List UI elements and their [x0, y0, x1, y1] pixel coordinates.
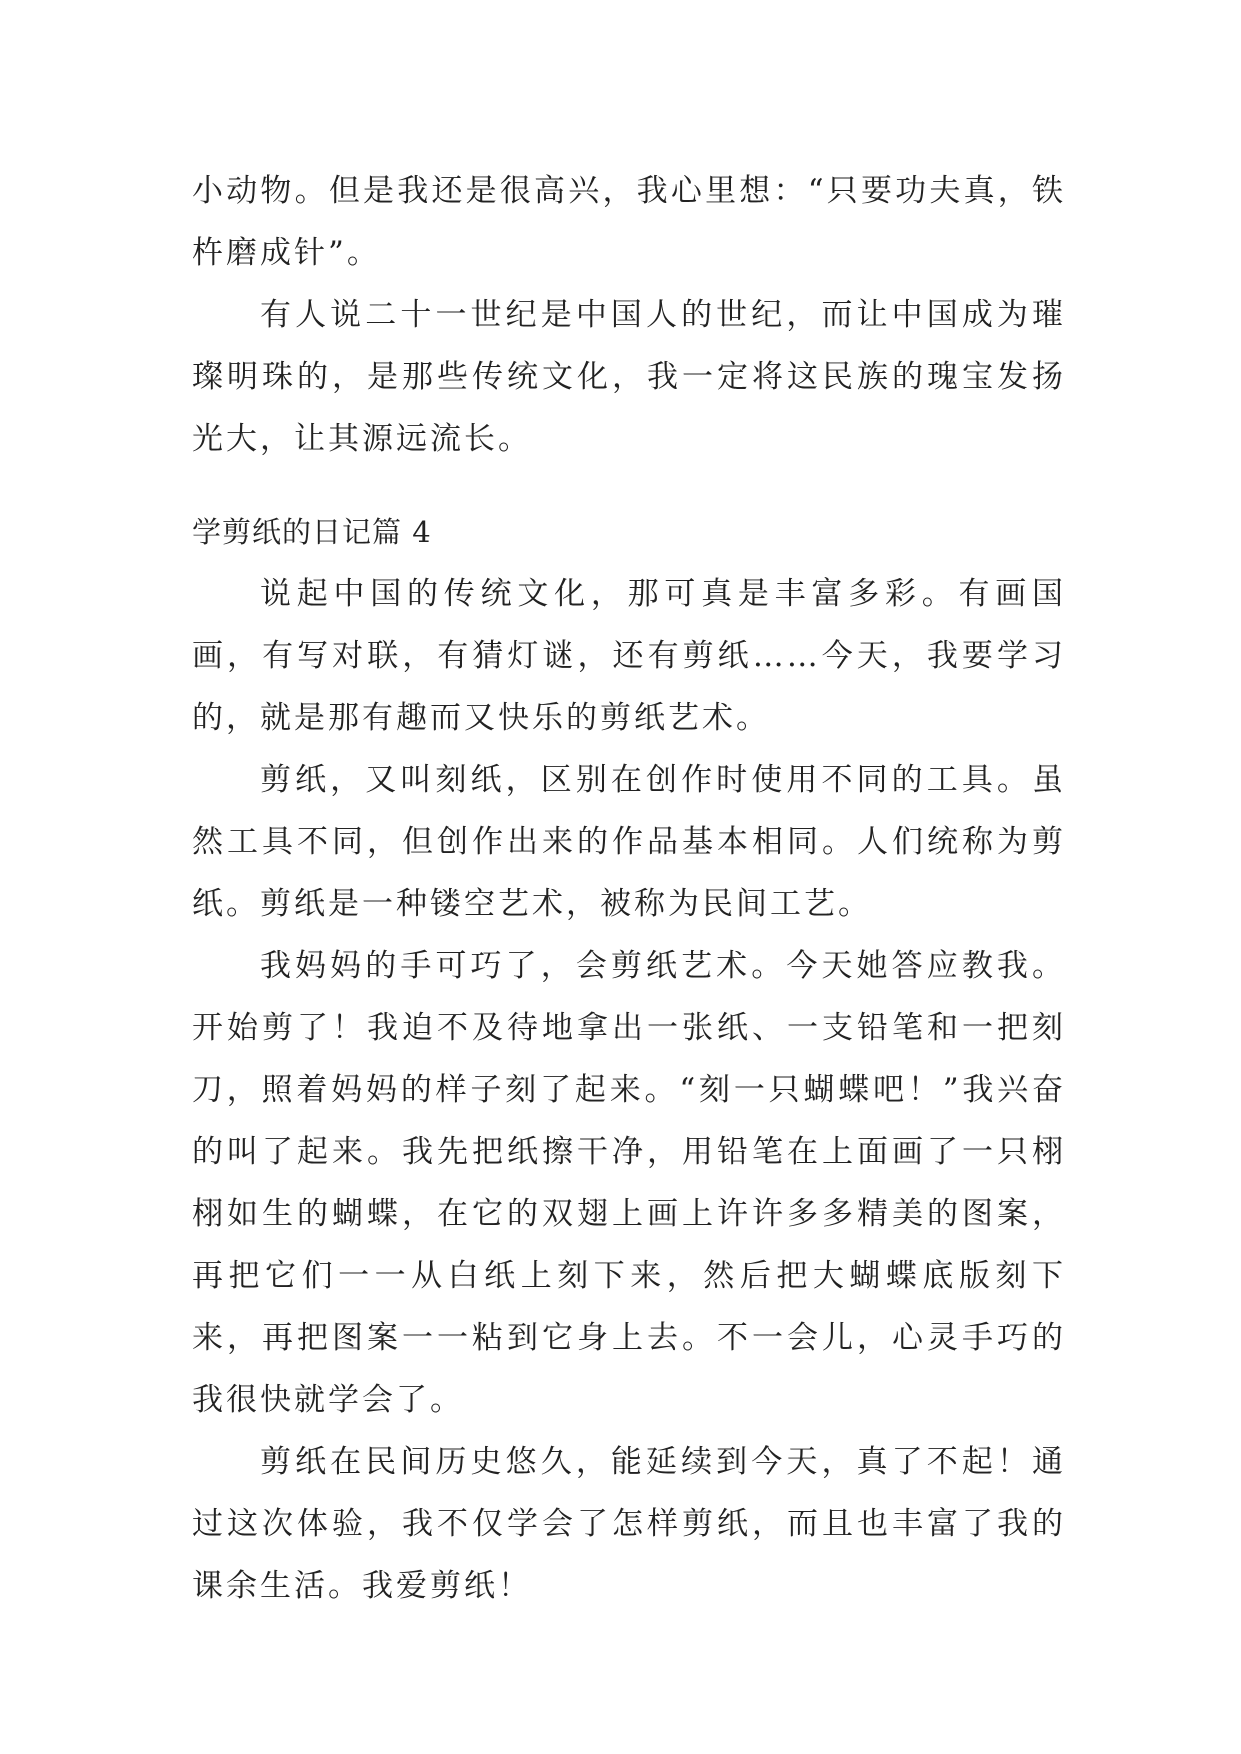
paragraph: 剪纸在民间历史悠久，能延续到今天，真了不起！通过这次体验，我不仅学会了怎样剪纸，而且也丰富了我的课余生活。我爱剪纸！ [192, 1444, 1066, 1604]
document-body [192, 160, 1066, 1617]
paragraph: 我妈妈的手可巧了，会剪纸艺术。今天她答应教我。开始剪了！我迫不及待地拿出一张纸、一支铅笔和一把刻刀，照着妈妈的样子刻了起来。“刻一只蝴蝶吧！”我兴奋的叫了起来。我先把纸擦干净，用铅笔在上面画了一只栩栩如生的蝴蝶，在它的双翅上画上许许多多精美的图案，再把它们一一从白纸上刻下来，然后把大蝴蝶底版刻下来，再把图案一一粘到它身上去。不一会儿，心灵手巧的我很快就学会了。 [192, 948, 1066, 1418]
section-title: 学剪纸的日记篇 4 [192, 515, 432, 549]
paragraph-continued: 小动物。但是我还是很高兴，我心里想：“只要功夫真，铁杵磨成针”。 [192, 173, 1066, 271]
paragraph: 剪纸，又叫刻纸，区别在创作时使用不同的工具。虽然工具不同，但创作出来的作品基本相同。人们统称为剪纸。剪纸是一种镂空艺术，被称为民间工艺。 [192, 762, 1066, 922]
paragraph: 有人说二十一世纪是中国人的世纪，而让中国成为璀璨明珠的，是那些传统文化，我一定将这民族的瑰宝发扬光大，让其源远流长。 [192, 297, 1066, 457]
paragraph: 说起中国的传统文化，那可真是丰富多彩。有画国画，有写对联，有猜灯谜，还有剪纸……今天，我要学习的，就是那有趣而又快乐的剪纸艺术。 [192, 576, 1066, 736]
